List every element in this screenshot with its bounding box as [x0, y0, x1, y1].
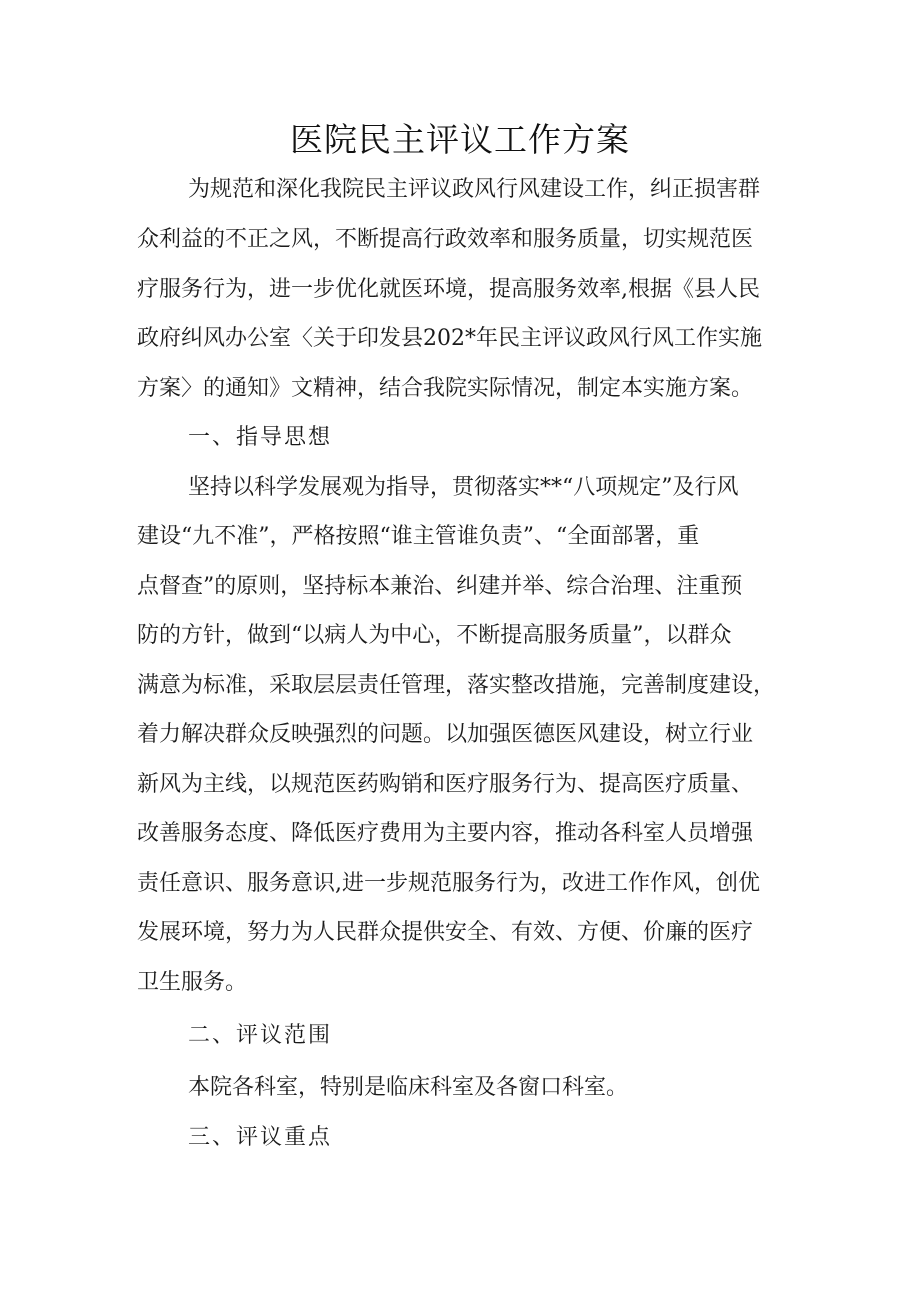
section1-line: 点督查”的原则，坚持标本兼治、纠建并举、综合治理、注重预 — [137, 574, 743, 599]
section1-line: 发展环境，努力为人民群众提供安全、有效、方便、价廉的医疗 — [137, 920, 754, 945]
intro-line: 众利益的不正之风，不断提高行政效率和服务质量，切实规范医 — [137, 227, 754, 252]
section1-line: 着力解决群众反映强烈的问题。以加强医德医风建设，树立行业 — [137, 722, 754, 747]
section1-line: 满意为标准，采取层层责任管理，落实整改措施，完善制度建设， — [137, 673, 776, 698]
section-heading-evaluation-focus: 三、评议重点 — [188, 1125, 333, 1150]
document-title: 医院民主评议工作方案 — [290, 120, 630, 159]
section-heading-evaluation-scope: 二、评议范围 — [188, 1023, 333, 1048]
intro-line: 方案〉的通知》文精神，结合我院实际情况，制定本实施方案。 — [137, 376, 754, 401]
section-heading-guiding-thought: 一、指导思想 — [188, 425, 333, 450]
section1-line: 卫生服务。 — [137, 970, 248, 995]
section1-line: 改善服务态度、降低医疗费用为主要内容，推动各科室人员增强 — [137, 821, 754, 846]
intro-line: 疗服务行为，进一步优化就医环境，提高服务效率,根据《县人民 — [137, 277, 760, 302]
section1-line: 坚持以科学发展观为指导，贯彻落实**“八项规定”及行风 — [188, 475, 739, 500]
intro-line: 为规范和深化我院民主评议政风行风建设工作，纠正损害群 — [188, 177, 761, 202]
section2-line: 本院各科室，特别是临床科室及各窗口科室。 — [188, 1075, 629, 1100]
section1-line: 建设“九不准”，严格按照“谁主管谁负责”、“全面部署，重 — [137, 524, 700, 549]
intro-line: 政府纠风办公室〈关于印发县202*年民主评议政风行风工作实施 — [137, 326, 762, 351]
section1-line: 新风为主线，以规范医药购销和医疗服务行为、提高医疗质量、 — [137, 772, 754, 797]
section1-line: 防的方针，做到“以病人为中心，不断提高服务质量”，以群众 — [137, 623, 732, 648]
section1-line: 责任意识、服务意识,进一步规范服务行为，改进工作作风，创优 — [137, 871, 760, 896]
